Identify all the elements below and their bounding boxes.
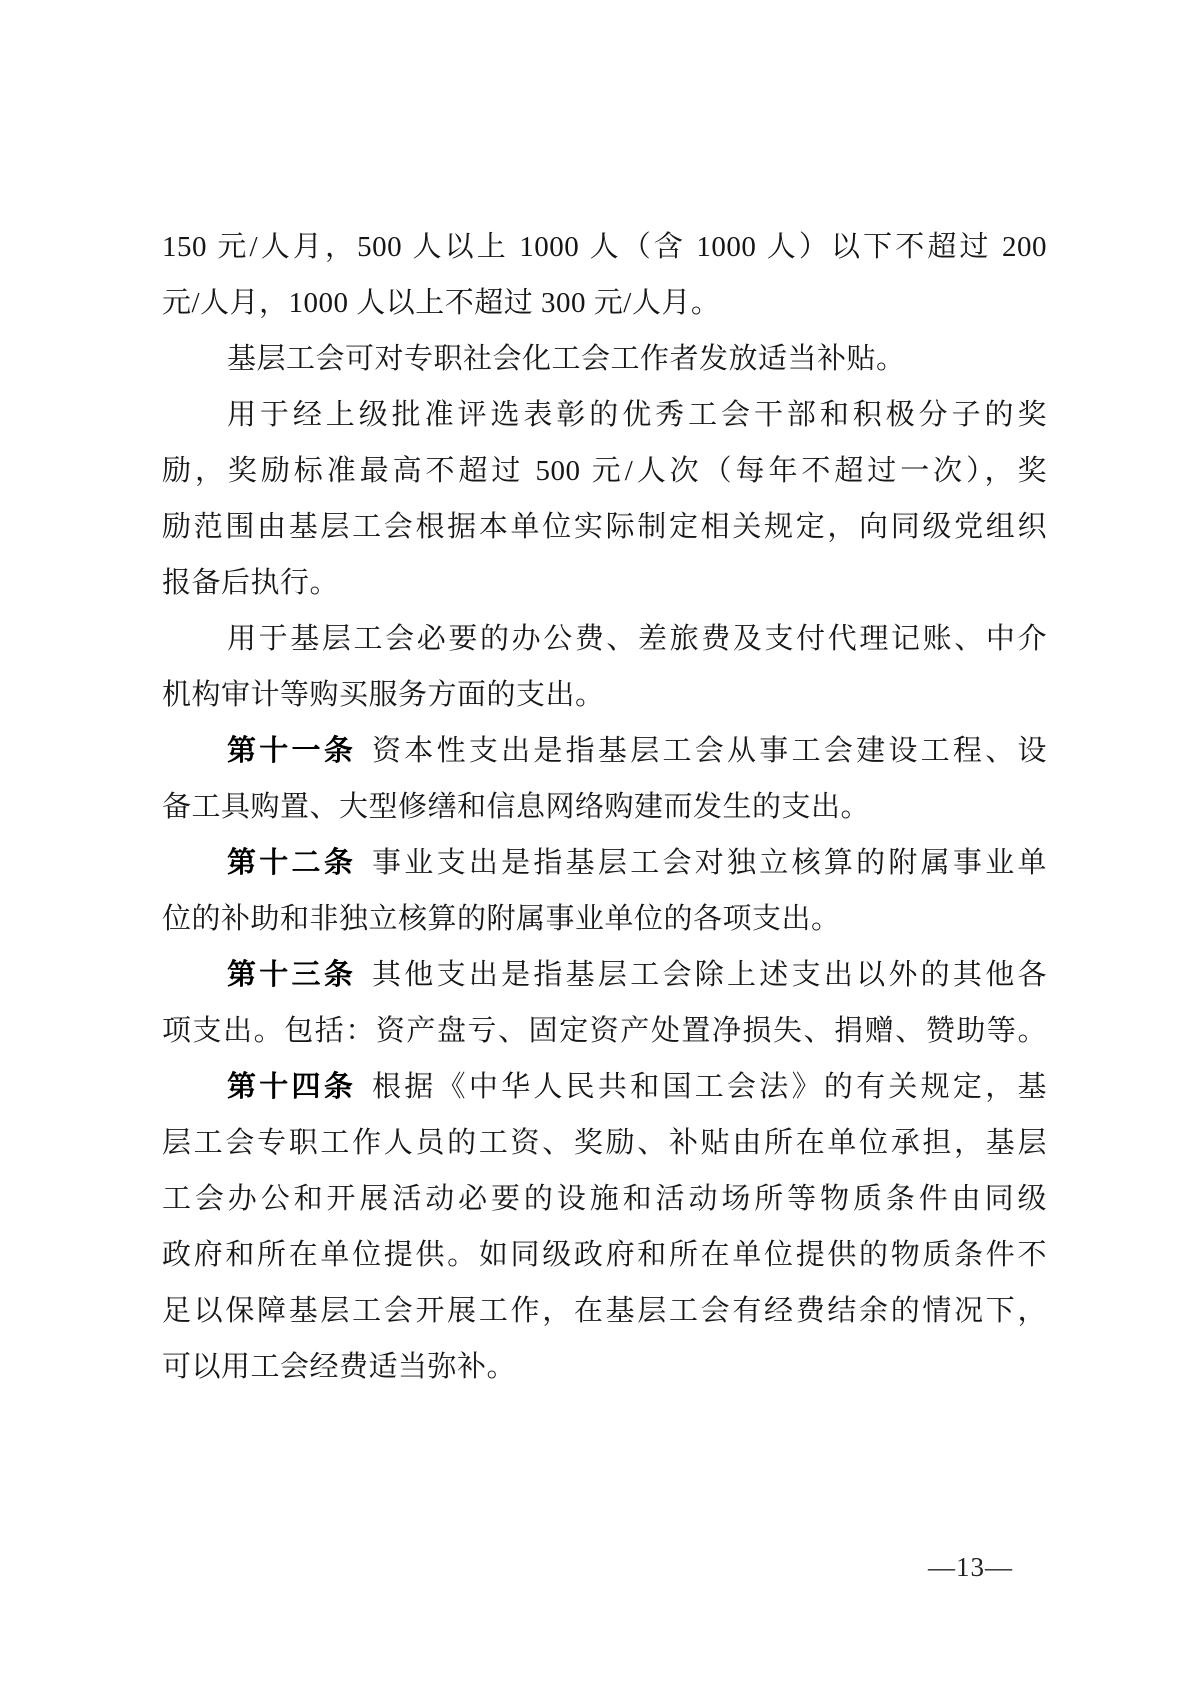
line-text: 元/人月，1000 人以上不超过 300 元/人月。	[162, 287, 721, 319]
line-text: 工会办公和开展活动必要的设施和活动场所等物质条件由同级	[162, 1183, 1047, 1215]
text-line	[162, 555, 1047, 611]
text-line	[162, 1171, 1047, 1227]
text-line	[162, 723, 1047, 779]
line-text: 机构审计等购买服务方面的支出。	[162, 679, 605, 711]
line-text: 可以用工会经费适当弥补。	[162, 1351, 517, 1383]
article-number: 第十三条	[227, 959, 357, 991]
line-text: 励范围由基层工会根据本单位实际制定相关规定，向同级党组织	[162, 511, 1047, 543]
text-line	[162, 1283, 1047, 1339]
text-line	[162, 1003, 1047, 1059]
text-line	[162, 387, 1047, 443]
line-text: 报备后执行。	[162, 567, 340, 599]
line-text: 根据《中华人民共和国工会法》的有关规定，基	[372, 1071, 1047, 1103]
text-line	[162, 835, 1047, 891]
article-number: 第十四条	[227, 1071, 357, 1103]
line-text: 用于基层工会必要的办公费、差旅费及支付代理记账、中介	[227, 623, 1047, 655]
article-number: 第十一条	[227, 735, 357, 767]
line-text: 其他支出是指基层工会除上述支出以外的其他各	[372, 959, 1047, 991]
text-line	[162, 891, 1047, 947]
line-text: 资本性支出是指基层工会从事工会建设工程、设	[372, 735, 1047, 767]
line-text: 150 元/人月，500 人以上 1000 人（含 1000 人）以下不超过 200	[162, 231, 1047, 263]
line-text: 励，奖励标准最高不超过 500 元/人次（每年不超过一次），奖	[162, 455, 1047, 487]
article-number: 第十二条	[227, 847, 357, 879]
text-line	[162, 443, 1047, 499]
line-text: 项支出。包括：资产盘亏、固定资产处置净损失、捐赠、赞助等。	[162, 1015, 1047, 1047]
text-line	[162, 1115, 1047, 1171]
text-line	[162, 779, 1047, 835]
line-text: 基层工会可对专职社会化工会工作者发放适当补贴。	[227, 343, 906, 375]
text-line	[162, 219, 1047, 275]
text-line	[162, 499, 1047, 555]
text-line	[162, 611, 1047, 667]
text-line	[162, 275, 1047, 331]
text-line	[162, 1227, 1047, 1283]
line-text: 位的补助和非独立核算的附属事业单位的各项支出。	[162, 903, 841, 935]
line-text: 足以保障基层工会开展工作，在基层工会有经费结余的情况下，	[162, 1295, 1047, 1327]
line-text: 层工会专职工作人员的工资、奖励、补贴由所在单位承担，基层	[162, 1127, 1047, 1159]
page-number: —13—	[928, 1552, 1013, 1582]
text-line	[162, 667, 1047, 723]
text-line	[162, 1059, 1047, 1115]
line-text: 备工具购置、大型修缮和信息网络购建而发生的支出。	[162, 791, 871, 823]
line-text: 用于经上级批准评选表彰的优秀工会干部和积极分子的奖	[227, 399, 1047, 431]
text-line	[162, 331, 1047, 387]
text-line	[162, 947, 1047, 1003]
line-text: 事业支出是指基层工会对独立核算的附属事业单	[372, 847, 1047, 879]
line-text: 政府和所在单位提供。如同级政府和所在单位提供的物质条件不	[162, 1239, 1047, 1271]
document-body	[162, 219, 1047, 1395]
text-line	[162, 1339, 1047, 1395]
